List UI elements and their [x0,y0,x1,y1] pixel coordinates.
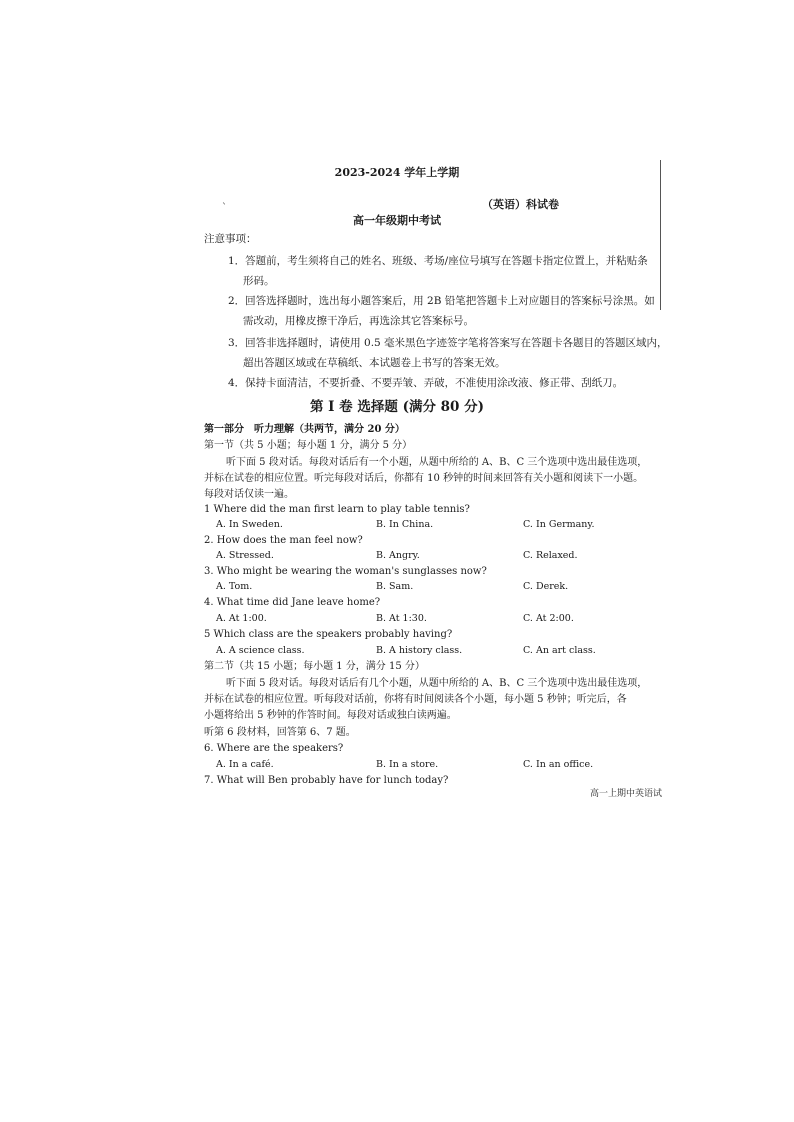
question-3-option-a: A. Tom. [216,581,253,592]
question-6-option-a: A. In a café. [216,759,274,770]
scan-margin-line [660,160,661,310]
question-6-option-b: B. In a store. [376,759,439,770]
exam-title: 高一年级期中考试 [353,214,441,227]
question-4-option-b: B. At 1:30. [376,613,427,624]
notice-item-2-line-1: 2．回答选择题时，选出每小题答案后，用 2B 铅笔把答题卡上对应题目的答案标号涂黑。如 [228,295,655,307]
question-2-option-a: A. Stressed. [216,550,274,561]
question-3-option-b: B. Sam. [376,581,414,592]
question-5-stem: 5 Which class are the speakers probably having? [204,629,453,640]
question-1-option-b: B. In China. [376,519,434,530]
question-2-option-b: B. Angry. [376,550,420,561]
notice-title: 注意事项： [204,233,257,245]
question-1-option-a: A. In Sweden. [216,519,283,530]
page-footer: 高一上期中英语试 [590,789,663,799]
notice-item-1-line-2: 形码。 [243,275,275,287]
exam-year-term: 2023-2024 学年上学期 [334,166,460,179]
question-3-option-c: C. Derek. [523,581,569,592]
question-6-option-c: C. In an office. [523,759,594,770]
sub1-instruction-3: 每段对话仅读一遍。 [204,489,294,500]
sub2-title: 第二节（共 15 小题；每小题 1 分，满分 15 分） [204,661,425,672]
section-title: 第 I 卷 选择题 (满分 80 分) [309,399,485,415]
question-4-option-c: C. At 2:00. [523,613,574,624]
sub1-title: 第一节（共 5 小题；每小题 1 分，满分 5 分） [204,440,413,451]
material-note: 听第 6 段材料，回答第 6、7 题。 [204,727,356,738]
question-2-stem: 2. How does the man feel now? [204,535,363,546]
sub1-instruction-1: 听下面 5 段对话。每段对话后有一个小题，从题中所给的 A、B、C 三个选项中选出最佳选项， [226,457,648,468]
notice-item-4-line-1: 4．保持卡面清洁，不要折叠、不要弄皱、弄破，不准使用涂改液、修正带、刮纸刀。 [228,377,624,389]
notice-item-2-line-2: 需改动，用橡皮擦干净后，再选涂其它答案标号。 [243,315,474,327]
question-5-option-c: C. An art class. [523,645,596,656]
question-1-option-c: C. In Germany. [523,519,595,530]
notice-item-3-line-1: 3．回答非选择题时，请使用 0.5 毫米黑色字迹签字笔将答案写在答题卡各题目的答题区域内， [228,337,668,349]
sub2-instruction-2: 并标在试卷的相应位置。听每段对话前，你将有时间阅读各个小题，每小题 5 秒钟；听完后，各 [204,694,627,705]
question-2-option-c: C. Relaxed. [523,550,578,561]
question-3-stem: 3. Who might be wearing the woman's sunglasses now? [204,566,487,577]
exam-subject: （英语）科试卷 [482,198,559,211]
scan-speck: ˋ [222,203,227,214]
question-4-option-a: A. At 1:00. [216,613,267,624]
notice-item-1-line-1: 1．答题前，考生须将自己的姓名、班级、考场/座位号填写在答题卡指定位置上，并粘贴条 [228,255,648,267]
part1-title: 第一部分 听力理解（共两节，满分 20 分） [204,424,405,435]
notice-item-3-line-2: 超出答题区域或在草稿纸、本试题卷上书写的答案无效。 [243,357,506,369]
question-5-option-a: A. A science class. [216,645,305,656]
question-7-stem: 7. What will Ben probably have for lunch today? [204,775,449,786]
sub2-instruction-3: 小题将给出 5 秒钟的作答时间。每段对话或独白读两遍。 [204,710,457,721]
question-1-stem: 1 Where did the man first learn to play table tennis? [204,504,470,515]
question-6-stem: 6. Where are the speakers? [204,743,344,754]
sub2-instruction-1: 听下面 5 段对话。每段对话后有几个小题，从题中所给的 A、B、C 三个选项中选出最佳选项， [226,678,648,689]
sub1-instruction-2: 并标在试卷的相应位置。听完每段对话后，你都有 10 秒钟的时间来回答有关小题和阅读下一小题。 [204,473,644,484]
question-4-stem: 4. What time did Jane leave home? [204,597,381,608]
question-5-option-b: B. A history class. [376,645,463,656]
